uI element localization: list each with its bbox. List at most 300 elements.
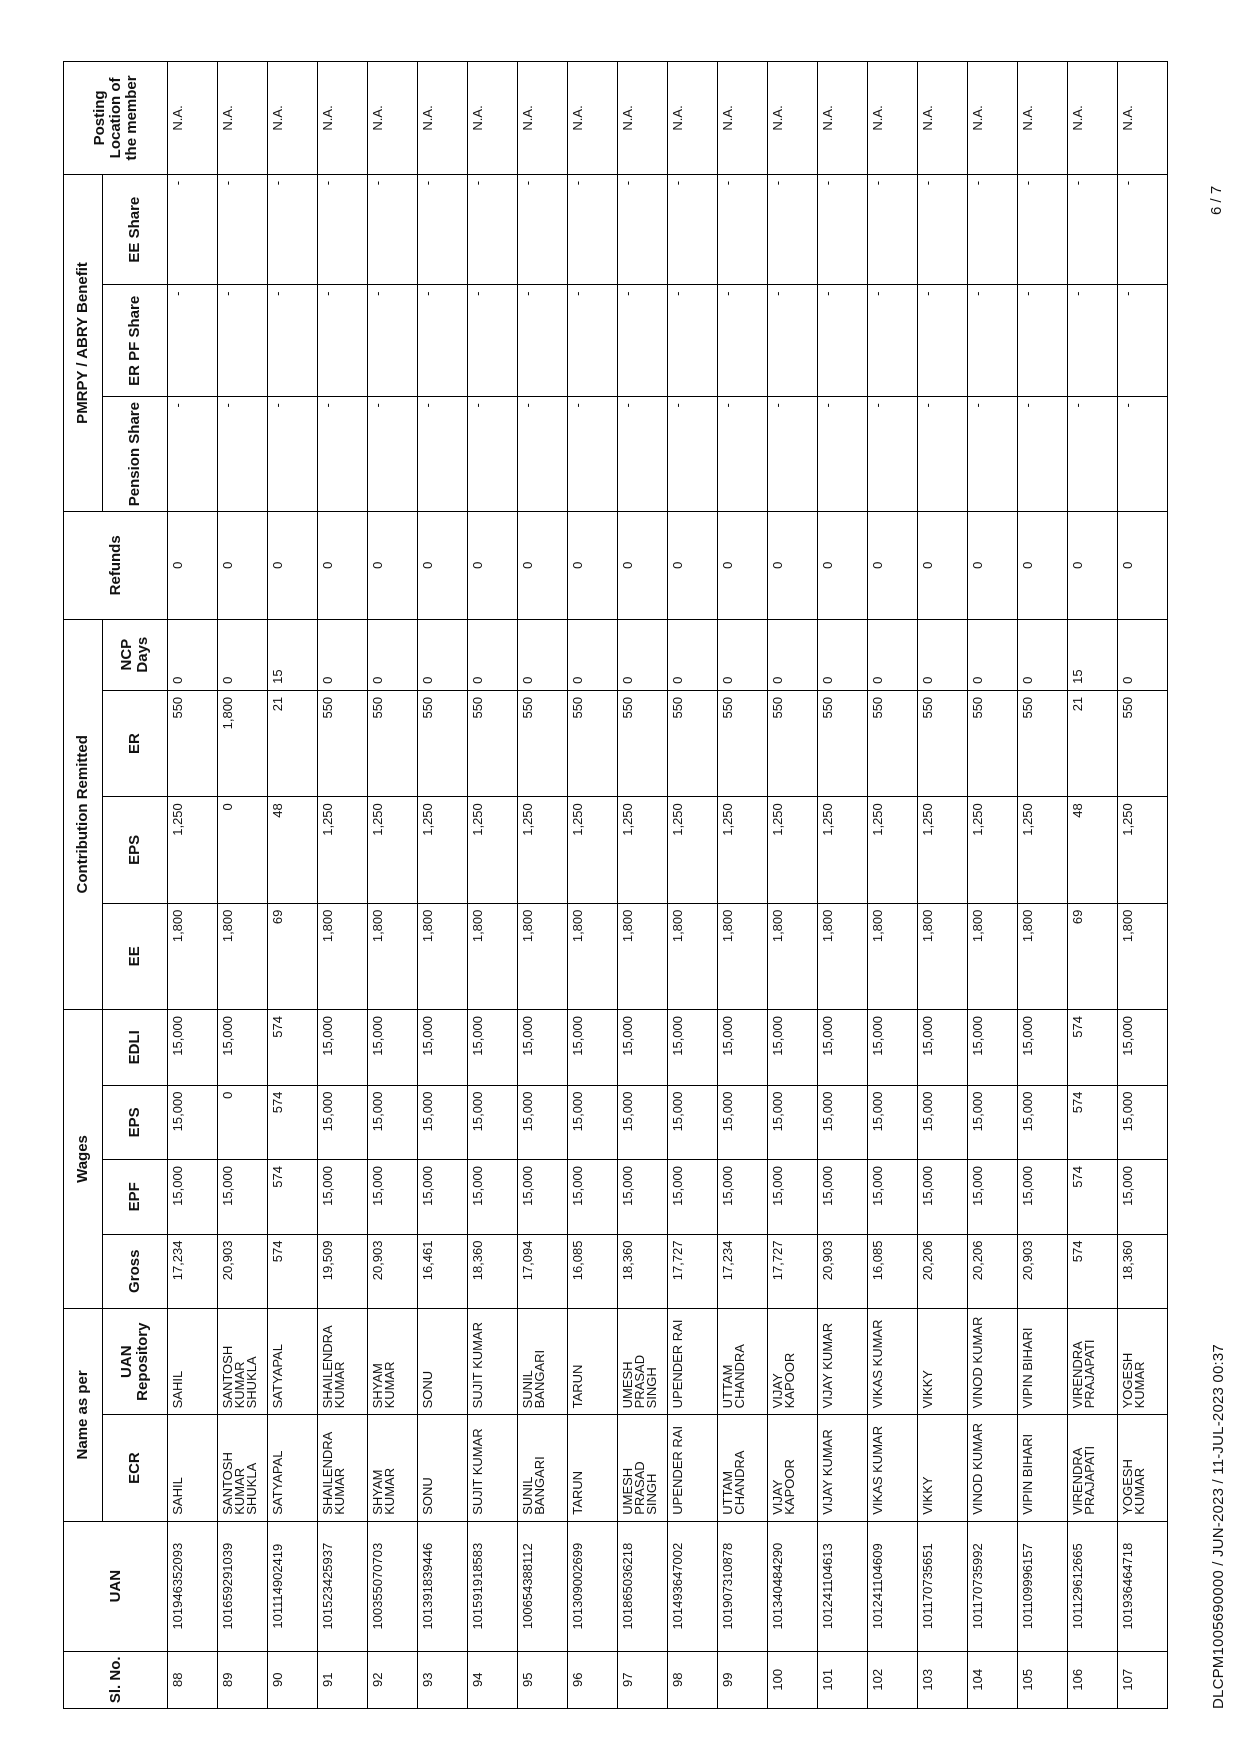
cell-edli: 15,000 (568, 1010, 618, 1086)
cell-refunds: 0 (268, 512, 318, 619)
cell-posting-location: N.A. (218, 62, 268, 175)
cell-eps-contribution: 1,250 (568, 797, 618, 903)
cell-ee: 1,800 (1118, 903, 1168, 1009)
cell-er: 1,800 (218, 690, 268, 796)
cell-refunds: 0 (368, 512, 418, 619)
cell-edli: 15,000 (668, 1010, 718, 1086)
cell-uan: 101170735992 (968, 1521, 1018, 1651)
cell-refunds: 0 (1018, 512, 1068, 619)
cell-gross: 17,094 (518, 1234, 568, 1308)
cell-er: 550 (168, 690, 218, 796)
header-ee-share: EE Share (103, 174, 168, 285)
cell-er: 550 (518, 690, 568, 796)
cell-epf: 15,000 (518, 1160, 568, 1234)
header-er-pf-share: ER PF Share (103, 285, 168, 397)
cell-sl-no: 93 (418, 1651, 468, 1708)
cell-ncp-days: 0 (518, 619, 568, 690)
cell-edli: 15,000 (868, 1010, 918, 1086)
cell-pension-share: - (1018, 397, 1068, 512)
cell-uan: 101129612665 (1068, 1521, 1118, 1651)
header-eps-contribution: EPS (103, 797, 168, 903)
cell-eps-contribution: 1,250 (818, 797, 868, 903)
cell-eps-wages: 15,000 (368, 1085, 418, 1159)
cell-sl-no: 105 (1018, 1651, 1068, 1708)
cell-eps-wages: 15,000 (818, 1085, 868, 1159)
cell-gross: 16,461 (418, 1234, 468, 1308)
header-contribution-remitted: Contribution Remitted (64, 619, 103, 1009)
cell-er: 550 (468, 690, 518, 796)
table-row (718, 62, 768, 1709)
cell-er: 550 (1118, 690, 1168, 796)
cell-eps-wages: 15,000 (718, 1085, 768, 1159)
cell-ee: 1,800 (568, 903, 618, 1009)
cell-pension-share: - (568, 397, 618, 512)
cell-er-pf-share: - (218, 285, 268, 397)
cell-gross: 20,206 (918, 1234, 968, 1308)
cell-edli: 15,000 (918, 1010, 968, 1086)
cell-ecr-name: SANTOSH KUMAR SHUKLA (218, 1415, 268, 1521)
cell-eps-contribution: 1,250 (418, 797, 468, 903)
cell-repository-name: SHYAM KUMAR (368, 1308, 418, 1414)
cell-ee: 1,800 (418, 903, 468, 1009)
cell-er-pf-share: - (168, 285, 218, 397)
cell-sl-no: 104 (968, 1651, 1018, 1708)
cell-gross: 17,727 (768, 1234, 818, 1308)
cell-pension-share: - (668, 397, 718, 512)
cell-uan: 101114902419 (268, 1521, 318, 1651)
cell-edli: 15,000 (168, 1010, 218, 1086)
cell-ncp-days: 15 (1068, 619, 1118, 690)
cell-uan: 101659291039 (218, 1521, 268, 1651)
cell-repository-name: VIPIN BIHARI (1018, 1308, 1068, 1414)
cell-refunds: 0 (818, 512, 868, 619)
cell-epf: 15,000 (318, 1160, 368, 1234)
cell-ee: 1,800 (368, 903, 418, 1009)
cell-ee: 1,800 (518, 903, 568, 1009)
cell-uan: 101523425937 (318, 1521, 368, 1651)
header-eps-wages: EPS (103, 1085, 168, 1159)
cell-repository-name: SUNIL BANGARI (518, 1308, 568, 1414)
cell-edli: 15,000 (968, 1010, 1018, 1086)
cell-sl-no: 106 (1068, 1651, 1118, 1708)
cell-repository-name: VIJAY KAPOOR (768, 1308, 818, 1414)
cell-repository-name: UMESH PRASAD SINGH (618, 1308, 668, 1414)
header-pension-share: Pension Share (103, 397, 168, 512)
cell-refunds: 0 (1118, 512, 1168, 619)
cell-ee: 1,800 (318, 903, 368, 1009)
cell-er-pf-share: - (1018, 285, 1068, 397)
header-name-as-per: Name as per (64, 1308, 103, 1521)
cell-repository-name: SHAILENDRA KUMAR (318, 1308, 368, 1414)
cell-ee: 1,800 (668, 903, 718, 1009)
cell-repository-name: SANTOSH KUMAR SHUKLA (218, 1308, 268, 1414)
cell-eps-contribution: 1,250 (868, 797, 918, 903)
cell-ee: 1,800 (218, 903, 268, 1009)
table-row (918, 62, 968, 1709)
cell-er: 550 (768, 690, 818, 796)
table-body (168, 62, 1168, 1709)
cell-gross: 17,234 (718, 1234, 768, 1308)
cell-er: 550 (368, 690, 418, 796)
cell-edli: 15,000 (468, 1010, 518, 1086)
cell-posting-location: N.A. (168, 62, 218, 175)
cell-ecr-name: SUNIL BANGARI (518, 1415, 568, 1521)
cell-refunds: 0 (668, 512, 718, 619)
cell-ee-share: - (168, 174, 218, 285)
cell-ee-share: - (1018, 174, 1068, 285)
cell-sl-no: 91 (318, 1651, 368, 1708)
cell-eps-contribution: 1,250 (668, 797, 718, 903)
cell-edli: 574 (1068, 1010, 1118, 1086)
cell-ee-share: - (568, 174, 618, 285)
cell-ee-share: - (668, 174, 718, 285)
cell-edli: 574 (268, 1010, 318, 1086)
cell-repository-name: VIKAS KUMAR (868, 1308, 918, 1414)
cell-ncp-days: 0 (368, 619, 418, 690)
cell-repository-name: TARUN (568, 1308, 618, 1414)
table-row (668, 62, 718, 1709)
cell-epf: 15,000 (968, 1160, 1018, 1234)
cell-edli: 15,000 (1118, 1010, 1168, 1086)
table-row (1118, 62, 1168, 1709)
cell-epf: 15,000 (568, 1160, 618, 1234)
cell-pension-share: - (818, 397, 868, 512)
cell-pension-share: - (768, 397, 818, 512)
cell-refunds: 0 (468, 512, 518, 619)
cell-eps-contribution: 1,250 (1018, 797, 1068, 903)
cell-eps-contribution: 1,250 (968, 797, 1018, 903)
cell-posting-location: N.A. (418, 62, 468, 175)
cell-epf: 15,000 (468, 1160, 518, 1234)
header-gross: Gross (103, 1234, 168, 1308)
cell-ncp-days: 0 (818, 619, 868, 690)
cell-pension-share: - (718, 397, 768, 512)
cell-edli: 15,000 (218, 1010, 268, 1086)
cell-er: 550 (318, 690, 368, 796)
cell-ecr-name: UMESH PRASAD SINGH (618, 1415, 668, 1521)
header-sl-no: Sl. No. (64, 1651, 168, 1708)
cell-repository-name: YOGESH KUMAR (1118, 1308, 1168, 1414)
cell-pension-share: - (1068, 397, 1118, 512)
cell-uan: 101865036218 (618, 1521, 668, 1651)
cell-sl-no: 89 (218, 1651, 268, 1708)
cell-eps-wages: 15,000 (568, 1085, 618, 1159)
cell-pension-share: - (318, 397, 368, 512)
cell-eps-wages: 15,000 (1018, 1085, 1068, 1159)
cell-eps-contribution: 48 (1068, 797, 1118, 903)
cell-eps-wages: 15,000 (968, 1085, 1018, 1159)
cell-eps-wages: 15,000 (318, 1085, 368, 1159)
cell-ecr-name: VIKAS KUMAR (868, 1415, 918, 1521)
cell-refunds: 0 (318, 512, 368, 619)
cell-pension-share: - (618, 397, 668, 512)
cell-gross: 18,360 (468, 1234, 518, 1308)
cell-gross: 574 (268, 1234, 318, 1308)
cell-edli: 15,000 (1018, 1010, 1068, 1086)
cell-posting-location: N.A. (368, 62, 418, 175)
cell-repository-name: VIKKY (918, 1308, 968, 1414)
cell-ee: 1,800 (918, 903, 968, 1009)
cell-ncp-days: 0 (168, 619, 218, 690)
cell-er-pf-share: - (668, 285, 718, 397)
header-ee: EE (103, 903, 168, 1009)
cell-edli: 15,000 (768, 1010, 818, 1086)
cell-ee-share: - (318, 174, 368, 285)
cell-eps-contribution: 1,250 (168, 797, 218, 903)
cell-ncp-days: 0 (1118, 619, 1168, 690)
table-row (968, 62, 1018, 1709)
cell-posting-location: N.A. (818, 62, 868, 175)
cell-sl-no: 101 (818, 1651, 868, 1708)
cell-ee-share: - (468, 174, 518, 285)
cell-refunds: 0 (968, 512, 1018, 619)
cell-epf: 15,000 (918, 1160, 968, 1234)
table-row (168, 62, 218, 1709)
cell-sl-no: 90 (268, 1651, 318, 1708)
cell-refunds: 0 (1068, 512, 1118, 619)
cell-ncp-days: 0 (918, 619, 968, 690)
cell-eps-contribution: 1,250 (918, 797, 968, 903)
cell-epf: 574 (268, 1160, 318, 1234)
cell-ncp-days: 0 (318, 619, 368, 690)
cell-er: 21 (1068, 690, 1118, 796)
cell-refunds: 0 (918, 512, 968, 619)
cell-er-pf-share: - (568, 285, 618, 397)
cell-gross: 20,903 (218, 1234, 268, 1308)
cell-ee-share: - (968, 174, 1018, 285)
cell-posting-location: N.A. (568, 62, 618, 175)
cell-gross: 574 (1068, 1234, 1118, 1308)
cell-ncp-days: 0 (1018, 619, 1068, 690)
cell-ee: 1,800 (718, 903, 768, 1009)
header-epf: EPF (103, 1160, 168, 1234)
table-row (818, 62, 868, 1709)
cell-er-pf-share: - (718, 285, 768, 397)
cell-pension-share: - (968, 397, 1018, 512)
cell-repository-name: VIRENDRA PRAJAPATI (1068, 1308, 1118, 1414)
cell-ncp-days: 0 (418, 619, 468, 690)
cell-ecr-name: TARUN (568, 1415, 618, 1521)
cell-ecr-name: VIJAY KAPOOR (768, 1415, 818, 1521)
cell-ee: 1,800 (968, 903, 1018, 1009)
cell-posting-location: N.A. (518, 62, 568, 175)
cell-uan: 101241104609 (868, 1521, 918, 1651)
table-row (1018, 62, 1068, 1709)
table-row (518, 62, 568, 1709)
cell-eps-wages: 15,000 (918, 1085, 968, 1159)
table-row (318, 62, 368, 1709)
cell-ecr-name: SUJIT KUMAR (468, 1415, 518, 1521)
cell-ecr-name: SATYAPAL (268, 1415, 318, 1521)
cell-er: 550 (1018, 690, 1068, 796)
cell-epf: 15,000 (1118, 1160, 1168, 1234)
header-uan: UAN (64, 1521, 168, 1651)
cell-ee: 1,800 (618, 903, 668, 1009)
cell-ee-share: - (518, 174, 568, 285)
cell-eps-wages: 15,000 (868, 1085, 918, 1159)
cell-eps-wages: 15,000 (768, 1085, 818, 1159)
cell-er: 550 (968, 690, 1018, 796)
cell-uan: 101170735651 (918, 1521, 968, 1651)
cell-ncp-days: 0 (868, 619, 918, 690)
cell-gross: 17,727 (668, 1234, 718, 1308)
cell-uan: 101241104613 (818, 1521, 868, 1651)
cell-edli: 15,000 (368, 1010, 418, 1086)
cell-posting-location: N.A. (968, 62, 1018, 175)
cell-ncp-days: 0 (468, 619, 518, 690)
header-ecr: ECR (103, 1415, 168, 1521)
cell-posting-location: N.A. (468, 62, 518, 175)
cell-gross: 20,903 (818, 1234, 868, 1308)
cell-ecr-name: SHAILENDRA KUMAR (318, 1415, 368, 1521)
cell-edli: 15,000 (318, 1010, 368, 1086)
header-wages: Wages (64, 1010, 103, 1309)
cell-sl-no: 97 (618, 1651, 668, 1708)
cell-ee-share: - (868, 174, 918, 285)
cell-pension-share: - (368, 397, 418, 512)
cell-eps-wages: 15,000 (1118, 1085, 1168, 1159)
cell-pension-share: - (1118, 397, 1168, 512)
cell-eps-wages: 15,000 (168, 1085, 218, 1159)
cell-ee: 69 (268, 903, 318, 1009)
cell-sl-no: 103 (918, 1651, 968, 1708)
cell-eps-contribution: 1,250 (518, 797, 568, 903)
cell-gross: 16,085 (868, 1234, 918, 1308)
header-ncp-days: NCP Days (103, 619, 168, 690)
cell-gross: 20,903 (1018, 1234, 1068, 1308)
cell-ee-share: - (1118, 174, 1168, 285)
cell-er: 550 (868, 690, 918, 796)
cell-er: 550 (918, 690, 968, 796)
cell-gross: 16,085 (568, 1234, 618, 1308)
cell-er: 550 (418, 690, 468, 796)
cell-ee: 1,800 (818, 903, 868, 1009)
cell-eps-contribution: 1,250 (718, 797, 768, 903)
header-posting: Posting Location of the member (64, 62, 168, 175)
cell-er-pf-share: - (368, 285, 418, 397)
cell-refunds: 0 (618, 512, 668, 619)
cell-sl-no: 107 (1118, 1651, 1168, 1708)
table-row (618, 62, 668, 1709)
cell-posting-location: N.A. (1018, 62, 1068, 175)
cell-sl-no: 92 (368, 1651, 418, 1708)
header-edli: EDLI (103, 1010, 168, 1086)
cell-refunds: 0 (418, 512, 468, 619)
cell-er: 550 (618, 690, 668, 796)
cell-sl-no: 88 (168, 1651, 218, 1708)
cell-er-pf-share: - (968, 285, 1018, 397)
table-row (768, 62, 818, 1709)
cell-sl-no: 94 (468, 1651, 518, 1708)
cell-posting-location: N.A. (1118, 62, 1168, 175)
cell-sl-no: 102 (868, 1651, 918, 1708)
cell-refunds: 0 (868, 512, 918, 619)
cell-posting-location: N.A. (668, 62, 718, 175)
document-id: DLCPM1005690000 / JUN-2023 / 11-JUL-2023 00:37 (1210, 1344, 1227, 1709)
cell-pension-share: - (168, 397, 218, 512)
cell-ee: 1,800 (468, 903, 518, 1009)
cell-ncp-days: 0 (618, 619, 668, 690)
cell-posting-location: N.A. (618, 62, 668, 175)
cell-posting-location: N.A. (718, 62, 768, 175)
cell-eps-contribution: 1,250 (468, 797, 518, 903)
cell-ecr-name: YOGESH KUMAR (1118, 1415, 1168, 1521)
cell-eps-wages: 15,000 (468, 1085, 518, 1159)
cell-pension-share: - (268, 397, 318, 512)
cell-edli: 15,000 (718, 1010, 768, 1086)
cell-er: 550 (818, 690, 868, 796)
header-pmrpy: PMRPY / ABRY Benefit (64, 174, 103, 511)
cell-repository-name: VIJAY KUMAR (818, 1308, 868, 1414)
cell-repository-name: SAHIL (168, 1308, 218, 1414)
cell-eps-contribution: 48 (268, 797, 318, 903)
cell-posting-location: N.A. (1068, 62, 1118, 175)
cell-refunds: 0 (568, 512, 618, 619)
cell-er-pf-share: - (768, 285, 818, 397)
cell-ee-share: - (218, 174, 268, 285)
cell-epf: 15,000 (1018, 1160, 1068, 1234)
cell-ee: 69 (1068, 903, 1118, 1009)
cell-ee-share: - (768, 174, 818, 285)
cell-pension-share: - (418, 397, 468, 512)
contribution-table (63, 61, 1168, 1709)
table-row (568, 62, 618, 1709)
cell-epf: 15,000 (218, 1160, 268, 1234)
cell-er-pf-share: - (268, 285, 318, 397)
cell-uan: 100654388112 (518, 1521, 568, 1651)
cell-er-pf-share: - (918, 285, 968, 397)
cell-epf: 574 (1068, 1160, 1118, 1234)
cell-uan: 101109996157 (1018, 1521, 1068, 1651)
cell-epf: 15,000 (168, 1160, 218, 1234)
cell-ee-share: - (418, 174, 468, 285)
cell-sl-no: 98 (668, 1651, 718, 1708)
table-row (368, 62, 418, 1709)
table-row (268, 62, 318, 1709)
cell-ncp-days: 0 (718, 619, 768, 690)
cell-epf: 15,000 (418, 1160, 468, 1234)
cell-ecr-name: UPENDER RAI (668, 1415, 718, 1521)
cell-ee-share: - (718, 174, 768, 285)
cell-refunds: 0 (718, 512, 768, 619)
cell-uan: 101309002699 (568, 1521, 618, 1651)
cell-er-pf-share: - (418, 285, 468, 397)
cell-ecr-name: VIKKY (918, 1415, 968, 1521)
table-row (468, 62, 518, 1709)
cell-ee: 1,800 (768, 903, 818, 1009)
cell-uan: 101946352093 (168, 1521, 218, 1651)
cell-eps-contribution: 1,250 (768, 797, 818, 903)
cell-er-pf-share: - (468, 285, 518, 397)
cell-epf: 15,000 (368, 1160, 418, 1234)
cell-ecr-name: VINOD KUMAR (968, 1415, 1018, 1521)
cell-ncp-days: 0 (218, 619, 268, 690)
cell-posting-location: N.A. (768, 62, 818, 175)
cell-epf: 15,000 (718, 1160, 768, 1234)
cell-er-pf-share: - (518, 285, 568, 397)
cell-repository-name: SONU (418, 1308, 468, 1414)
cell-er-pf-share: - (318, 285, 368, 397)
cell-uan: 101493647002 (668, 1521, 718, 1651)
cell-edli: 15,000 (518, 1010, 568, 1086)
cell-ee: 1,800 (168, 903, 218, 1009)
cell-er: 550 (718, 690, 768, 796)
cell-repository-name: UTTAM CHANDRA (718, 1308, 768, 1414)
cell-ee-share: - (618, 174, 668, 285)
cell-edli: 15,000 (418, 1010, 468, 1086)
table-row (1068, 62, 1118, 1709)
cell-repository-name: SUJIT KUMAR (468, 1308, 518, 1414)
